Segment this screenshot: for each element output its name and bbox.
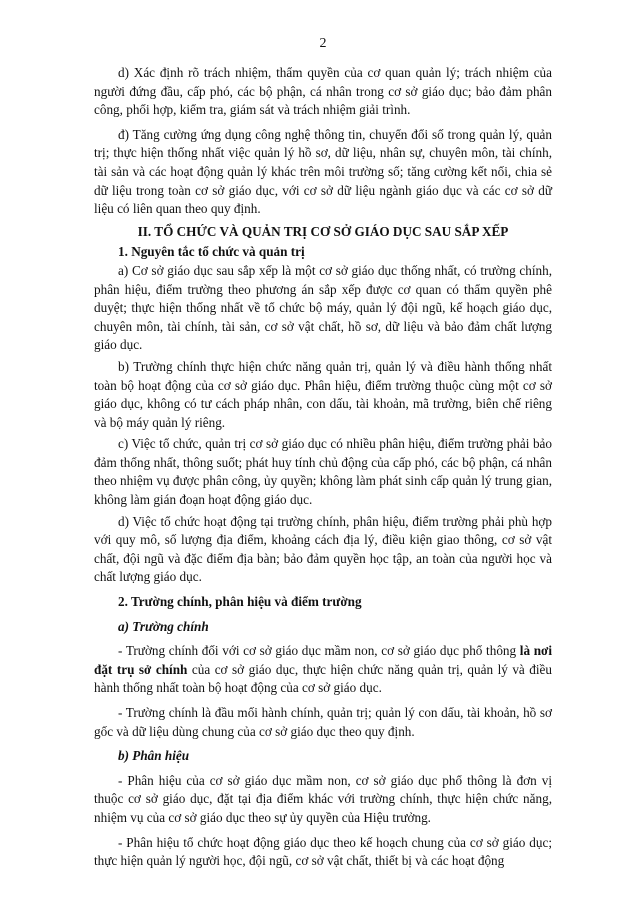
text-run: - Trường chính đối với cơ sở giáo dục mầm non, cơ sở giáo dục phổ thông — [118, 643, 520, 659]
paragraph-1d: d) Việc tổ chức hoạt động tại trường chính, phân hiệu, điểm trường phải phù hợp với quy mô, số lượng địa điểm, khoảng cách địa lý, điều kiện giao thông, cơ sở vật chất, đội ngũ và đặc điểm địa bàn; bảo đảm quyền học tập, an toàn của người học và chất lượng giáo dục. — [94, 513, 552, 585]
paragraph-d-responsibility: d) Xác định rõ trách nhiệm, thẩm quyền của cơ quan quản lý; trách nhiệm của người đứng đầu, cấp phó, các bộ phận, cá nhân trong cơ sở giáo dục; bảo đảm phân công, phối hợp, kiểm tra, giám sát và trách nhiệm giải trình. — [94, 65, 552, 118]
paragraph-truong-chinh-1 — [94, 642, 552, 698]
bold-text-run: là nơi đặt trụ sở chính — [94, 643, 553, 677]
paragraph-1a: a) Cơ sở giáo dục sau sắp xếp là một cơ sở giáo dục thống nhất, có trường chính, phân hiệu, điểm trường theo phương án sắp xếp được cơ quan có thẩm quyền phê duyệt; thực hiện thống nhất về tổ chức bộ máy, quản lý đội ngũ, kế hoạch giáo dục, chuyên môn, tài chính, tài sản, cơ sở vật chất, hồ sơ, dữ liệu và bảo đảm chất lượng giáo dục. — [94, 262, 552, 353]
page-number: 2 — [319, 36, 327, 51]
paragraph-truong-chinh-2: - Trường chính là đầu mối hành chính, quản trị; quản lý con dấu, tài khoản, hồ sơ gốc và dữ liệu dùng chung của cơ sở giáo dục theo quy định. — [94, 705, 552, 739]
subsection-heading-2: 2. Trường chính, phân hiệu và điểm trường — [118, 594, 362, 610]
paragraph-dd-digital-transformation: đ) Tăng cường ứng dụng công nghệ thông tin, chuyển đổi số trong quản lý, quản trị; thực hiện thống nhất việc quản lý hồ sơ, dữ liệu, nhân sự, chuyên môn, tài chính, tài sản và các hoạt động quản lý khác trên môi trường số; tăng cường kết nối, chia sẻ dữ liệu trong toàn cơ sở giáo dục, với cơ sở dữ liệu ngành giáo dục và các cơ sở dữ liệu có liên quan theo quy định. — [94, 126, 552, 217]
paragraph-1c: c) Việc tổ chức, quản trị cơ sở giáo dục có nhiều phân hiệu, điểm trường phải bảo đảm thống nhất, thông suốt; phát huy tính chủ động của cấp phó, các bộ phận, cá nhân theo nhiệm vụ được phân công, ủy quyền; không làm phát sinh cấp quản lý trung gian, không làm gián đoạn hoạt động giáo dục. — [94, 436, 552, 508]
section-heading-ii: II. TỔ CHỨC VÀ QUẢN TRỊ CƠ SỞ GIÁO DỤC SAU SẮP XẾP — [137, 223, 509, 239]
text-run: của cơ sở giáo dục, thực hiện chức năng quản trị, quản lý và điều hành thống nhất toàn bộ hoạt động của cơ sở giáo dục. — [94, 661, 552, 696]
heading-phan-hieu: b) Phân hiệu — [118, 748, 190, 764]
paragraph-phan-hieu-1: - Phân hiệu của cơ sở giáo dục mầm non, cơ sở giáo dục phổ thông là đơn vị thuộc cơ sở giáo dục, đặt tại địa điểm khác với trường chính, thực hiện chức năng, nhiệm vụ của cơ sở giáo dục theo sự ủy quyền của Hiệu trưởng. — [94, 772, 552, 825]
heading-truong-chinh: a) Trường chính — [118, 618, 209, 634]
paragraph-phan-hieu-2: - Phân hiệu tổ chức hoạt động giáo dục theo kế hoạch chung của cơ sở giáo dục; thực hiện quản lý người học, đội ngũ, cơ sở vật chất, thiết bị và các hoạt động — [94, 834, 552, 869]
paragraph-1b: b) Trường chính thực hiện chức năng quản trị, quản lý và điều hành thống nhất toàn bộ hoạt động của cơ sở giáo dục. Phân hiệu, điểm trường thuộc cùng một cơ sở giáo dục, không có tư cách pháp nhân, con dấu, tài khoản, mã trường, biên chế riêng và bộ máy quản lý riêng. — [94, 358, 552, 430]
subsection-heading-1: 1. Nguyên tắc tổ chức và quản trị — [118, 244, 305, 260]
